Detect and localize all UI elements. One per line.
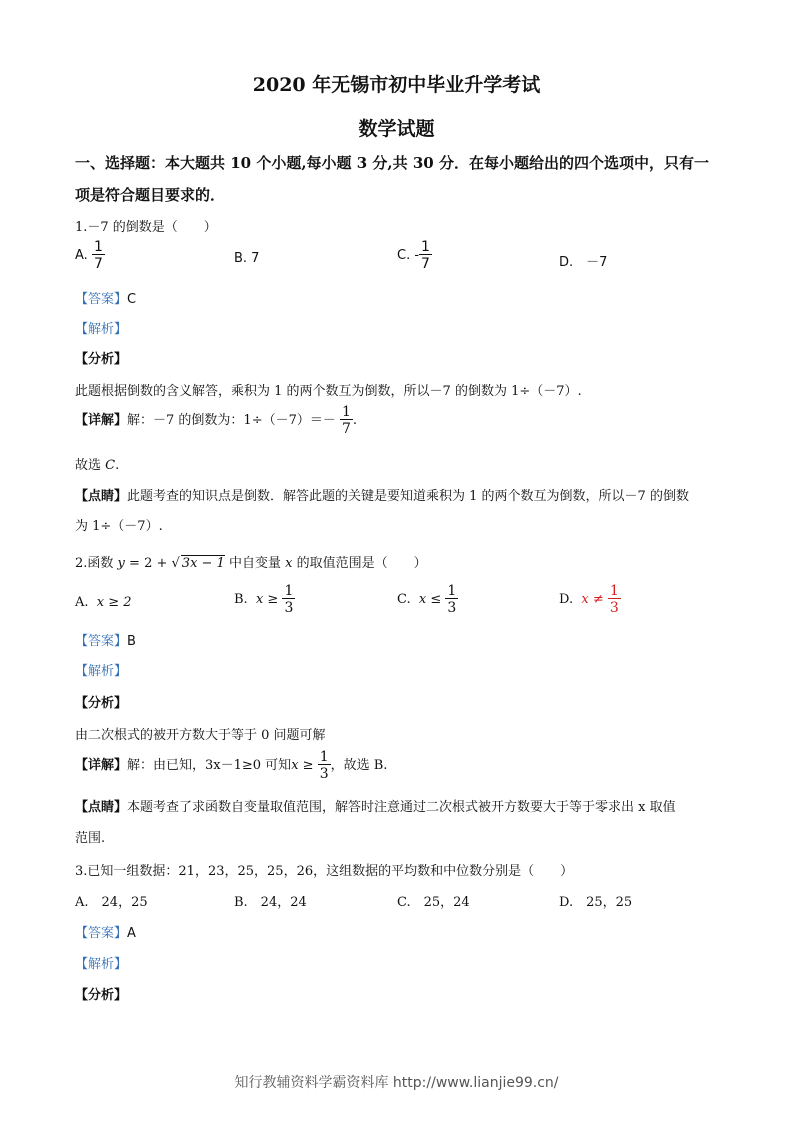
dianjing-text: 此题考查的知识点是倒数．解答此题的关键是要知道乘积为 1 的两个数互为倒数，所以－7 的倒数 bbox=[127, 489, 689, 504]
q3-jiexi-label: 【解析】 bbox=[75, 957, 128, 972]
xiangjie-end: ，故选 B. bbox=[330, 758, 388, 773]
q2-sqrt-expr: 3x − 1 bbox=[181, 556, 225, 571]
xiangjie-label: 【详解】 bbox=[75, 413, 128, 428]
q3-option-d: D. 25，25 bbox=[559, 895, 633, 910]
answer-value: C bbox=[127, 292, 137, 307]
answer-value: A bbox=[127, 926, 136, 941]
q2-option-b-fraction bbox=[282, 584, 295, 615]
guxuan-letter: C bbox=[105, 458, 116, 473]
q1-option-c bbox=[397, 240, 432, 271]
footer-watermark: 知行教辅资料学霸资料库 http://www.lianjie99.cn/ bbox=[234, 1075, 559, 1091]
q2-fenxi-label: 【分析】 bbox=[75, 696, 128, 711]
q1-option-a-fraction bbox=[92, 240, 105, 271]
q2-stem: 2.函数 y = 2 + √ 3x − 1 中自变量 x 的取值范围是（ ） bbox=[75, 556, 427, 571]
answer-label: 【答案】 bbox=[75, 926, 128, 941]
q2-var-x: x bbox=[285, 556, 293, 571]
q2-answer bbox=[75, 630, 136, 649]
q1-option-c-fraction bbox=[419, 240, 432, 271]
q2-option-c bbox=[397, 584, 458, 615]
fraction-denominator: 3 bbox=[609, 600, 619, 616]
q2-formula-mid: = 2 + bbox=[124, 556, 172, 571]
fraction-denominator: 3 bbox=[447, 600, 457, 616]
section-heading-line2: 项是符合题目要求的． bbox=[75, 186, 226, 204]
q3-fenxi-label: 【分析】 bbox=[75, 988, 128, 1003]
q2-option-d-fraction bbox=[608, 584, 621, 615]
q1-fenxi-text: 此题根据倒数的含义解答，乘积为 1 的两个数互为倒数，所以－7 的倒数为 1÷（－7）. bbox=[75, 384, 582, 399]
xiangjie-end: . bbox=[352, 413, 358, 428]
answer-value: B bbox=[127, 634, 136, 649]
q1-fenxi-label: 【分析】 bbox=[75, 352, 128, 367]
fraction-numerator: 1 bbox=[93, 239, 103, 255]
q2-option-c-fraction bbox=[445, 584, 458, 615]
q2-dianjing-line2: 范围. bbox=[75, 831, 106, 846]
xiangjie-expr: x ≥ bbox=[291, 758, 314, 773]
fraction-denominator: 7 bbox=[342, 421, 351, 437]
q2-fenxi-text: 由二次根式的被开方数大于等于 0 问题可解 bbox=[75, 728, 326, 743]
guxuan-end: . bbox=[115, 458, 120, 473]
exam-subtitle: 数学试题 bbox=[358, 118, 435, 140]
q2-option-c-expr: x ≤ bbox=[418, 592, 442, 607]
fraction-denominator: 3 bbox=[319, 766, 329, 782]
guxuan-prefix: 故选 bbox=[75, 458, 106, 473]
q1-option-a-label: A. bbox=[75, 248, 88, 263]
q1-xiangjie bbox=[75, 405, 357, 436]
section-heading-line1: 一、选择题：本大题共 10 个小题,每小题 3 分,共 30 分．在每小题给出的四个选项中，只有一 bbox=[75, 154, 709, 172]
q2-option-b-label: B. bbox=[234, 592, 248, 607]
answer-label: 【答案】 bbox=[75, 292, 128, 307]
fraction-numerator: 1 bbox=[342, 404, 351, 420]
q1-stem: 1.－7 的倒数是（ ） bbox=[75, 220, 217, 235]
q1-dianjing-line2: 为 1÷（－7）. bbox=[75, 519, 163, 534]
fraction-denominator: 3 bbox=[284, 600, 294, 616]
fraction-numerator: 1 bbox=[609, 583, 619, 599]
fraction-numerator: 1 bbox=[447, 583, 457, 599]
q1-dianjing bbox=[75, 485, 689, 504]
q2-var-y: y bbox=[117, 556, 125, 571]
q2-xiangjie bbox=[75, 750, 387, 781]
q1-answer bbox=[75, 288, 136, 307]
q2-option-b bbox=[234, 584, 295, 615]
q3-stem: 3.已知一组数据：21，23，25，25，26，这组数据的平均数和中位数分别是（ ） bbox=[75, 864, 574, 879]
q2-option-a bbox=[75, 595, 132, 610]
q2-option-b-expr: x ≥ bbox=[255, 592, 279, 607]
q1-jiexi-label: 【解析】 bbox=[75, 322, 128, 337]
q3-option-c: C. 25，24 bbox=[397, 895, 470, 910]
q2-option-d bbox=[559, 584, 621, 615]
q1-xiangjie-fraction bbox=[340, 405, 353, 436]
q3-option-a: A. 24，25 bbox=[75, 895, 148, 910]
dianjing-text: 本题考查了求函数自变量取值范围，解答时注意通过二次根式被开方数要大于等于零求出 x 取值 bbox=[127, 800, 676, 815]
q3-answer bbox=[75, 922, 136, 941]
q2-xiangjie-fraction bbox=[318, 750, 331, 781]
q1-option-c-label: C. - bbox=[397, 248, 420, 263]
fraction-numerator: 1 bbox=[421, 239, 430, 255]
q1-option-b: B. 7 bbox=[234, 251, 260, 266]
q2-stem-end: 的取值范围是（ ） bbox=[292, 556, 427, 571]
xiangjie-text: 解：－7 的倒数为：1÷（－7）＝－ bbox=[127, 413, 336, 428]
q2-dianjing bbox=[75, 796, 676, 815]
q3-option-b: B. 24，24 bbox=[234, 895, 307, 910]
q2-option-d-expr: x ≠ bbox=[581, 592, 604, 607]
q2-option-c-label: C. bbox=[397, 592, 411, 607]
fraction-denominator: 7 bbox=[421, 256, 430, 272]
q1-option-a bbox=[75, 240, 105, 271]
fraction-numerator: 1 bbox=[284, 583, 294, 599]
q2-jiexi-label: 【解析】 bbox=[75, 664, 128, 679]
exam-title: 2020 年无锡市初中毕业升学考试 bbox=[252, 74, 541, 96]
q2-stem-prefix: 2.函数 bbox=[75, 556, 118, 571]
dianjing-label: 【点睛】 bbox=[75, 489, 128, 504]
q1-option-d: D. －7 bbox=[559, 255, 608, 270]
fraction-denominator: 7 bbox=[93, 256, 103, 272]
q2-option-d-label: D. bbox=[559, 592, 574, 607]
fraction-numerator: 1 bbox=[319, 749, 329, 765]
q1-guxuan bbox=[75, 454, 119, 473]
answer-label: 【答案】 bbox=[75, 634, 128, 649]
xiangjie-label: 【详解】 bbox=[75, 758, 128, 773]
q2-stem-suffix: 中自变量 bbox=[224, 556, 286, 571]
dianjing-label: 【点睛】 bbox=[75, 800, 128, 815]
xiangjie-text: 解：由已知，3x－1≥0 可知 bbox=[127, 758, 292, 773]
q2-option-a-expr: x ≥ 2 bbox=[96, 595, 132, 610]
q2-option-a-label: A. bbox=[75, 595, 89, 610]
